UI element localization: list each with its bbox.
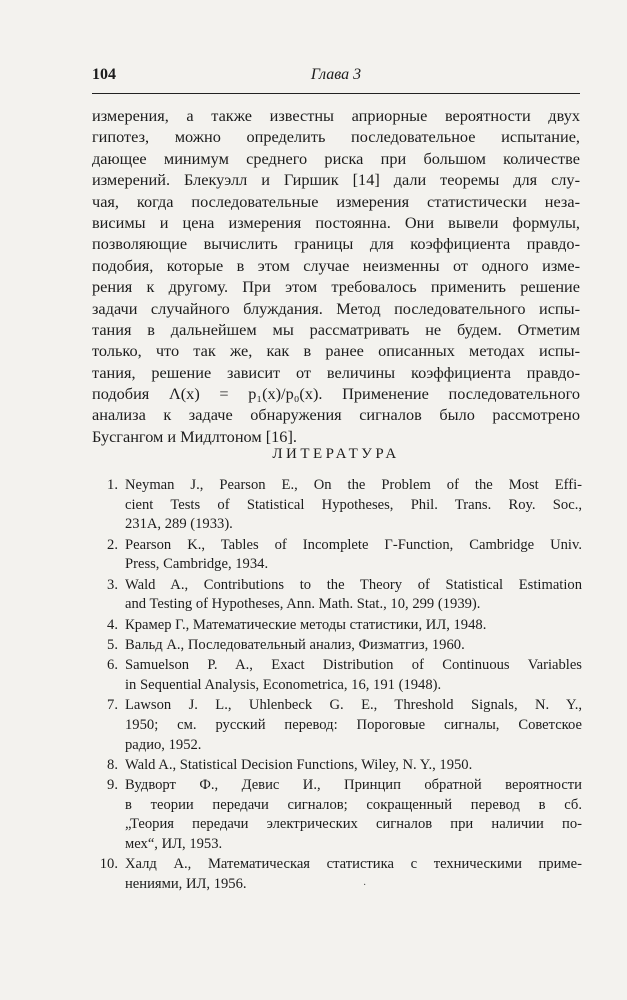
body-line: задачи случайного блуждания. Метод последовательного испы- — [92, 298, 580, 318]
reference-line: Press, Cambridge, 1934. — [125, 556, 269, 573]
reference-item — [92, 636, 582, 656]
reference-line: Neyman J., Pearson E., On the Problem of the Most Effi- — [125, 477, 582, 493]
running-title: Глава 3 — [310, 66, 362, 83]
reference-line: „Теория передачи электрических сигналов при наличии по- — [125, 816, 582, 833]
reference-line: Вудворт Ф., Девис И., Принцип обратной вероятности — [125, 777, 582, 794]
body-line: подобия Λ(x) = p₁(x)/p₀(x). Применение последовательного — [92, 384, 580, 404]
body-line: подобия, которые в этом случае неизменны от одного изме- — [92, 255, 580, 275]
reference-line: 1950; см. русский перевод: Пороговые сигналы, Советское — [125, 716, 582, 733]
body-line: чая, когда последовательные измерения статистически неза- — [92, 191, 580, 211]
reference-item — [92, 855, 582, 894]
reference-line: Lawson J. L., Uhlenbeck G. E., Threshold Signals, N. Y., — [125, 697, 582, 714]
reference-line: мех“, ИЛ, 1953. — [125, 836, 223, 853]
reference-number: 3. — [107, 576, 118, 593]
body-line: анализа к задаче обнаружения сигналов было рассмотрено — [92, 405, 580, 425]
reference-line: Халд А., Математическая статистика с техническими приме- — [125, 856, 582, 873]
reference-list — [92, 476, 582, 895]
reference-line: cient Tests of Statistical Hypotheses, Phil. Trans. Roy. Soc., — [125, 496, 582, 513]
body-paragraph — [92, 105, 580, 447]
header-rule — [92, 93, 580, 94]
reference-line: Wald A., Contributions to the Theory of Statistical Estimation — [125, 576, 582, 593]
print-speck: · — [363, 880, 367, 891]
reference-line: в теории передачи сигналов; сокращенный перевод в сб. — [125, 796, 582, 813]
reference-item — [92, 616, 582, 636]
reference-number: 2. — [107, 536, 118, 553]
reference-line: Вальд А., Последовательный анализ, Физматгиз, 1960. — [125, 636, 465, 653]
body-line: висимы и цена измерения постоянна. Они вывели формулы, — [92, 212, 580, 232]
reference-item — [92, 696, 582, 755]
reference-line: нениями, ИЛ, 1956. — [125, 876, 247, 893]
body-line: тания в дальнейшем мы рассматривать не будем. Отметим — [92, 319, 580, 339]
reference-item — [92, 536, 582, 575]
reference-line: Крамер Г., Математические методы статистики, ИЛ, 1948. — [125, 616, 487, 633]
body-line: дающее минимум среднего риска при большом количестве — [92, 148, 580, 168]
reference-line: Wald A., Statistical Decision Functions, Wiley, N. Y., 1950. — [125, 756, 473, 773]
reference-item — [92, 476, 582, 535]
body-line: позволяющие вычислить границы для коэффициента правдо- — [92, 234, 580, 254]
body-line: гипотез, можно определить последовательное испытание, — [92, 127, 580, 147]
reference-number: 8. — [107, 756, 118, 773]
reference-number: 9. — [107, 777, 118, 794]
page-header — [92, 66, 580, 88]
reference-item — [92, 756, 582, 776]
page-number: 104 — [92, 66, 116, 83]
reference-line: in Sequential Analysis, Econometrica, 16, 191 (1948). — [125, 676, 442, 693]
reference-number: 7. — [107, 697, 118, 714]
reference-number: 10. — [99, 856, 118, 873]
reference-line: Samuelson P. A., Exact Distribution of Continuous Variables — [125, 657, 582, 674]
body-line: измерения, а также известны априорные вероятности двух — [92, 106, 580, 125]
reference-item — [92, 656, 582, 695]
reference-number: 1. — [107, 477, 118, 493]
body-line: измерений. Блекуэлл и Гиршик [14] дали теоремы для слу- — [92, 170, 580, 190]
reference-line: 231A, 289 (1933). — [125, 516, 233, 533]
section-title: ЛИТЕРАТУРА — [272, 446, 400, 462]
reference-item — [92, 576, 582, 615]
body-line: тания, решение зависит от величины коэффициента правдо- — [92, 362, 580, 382]
reference-item — [92, 776, 582, 855]
reference-number: 5. — [107, 636, 118, 653]
reference-number: 4. — [107, 616, 118, 633]
body-line: рения к другому. При этом требовалось применить решение — [92, 277, 580, 297]
body-line: Бусгангом и Мидлтоном [16]. — [92, 426, 297, 446]
reference-number: 6. — [107, 657, 118, 674]
reference-line: радио, 1952. — [125, 736, 202, 753]
body-line: только, что так же, как в ранее описанных методах испы- — [92, 341, 580, 361]
reference-line: Pearson K., Tables of Incomplete Γ-Function, Cambridge Univ. — [125, 536, 582, 553]
reference-line: and Testing of Hypotheses, Ann. Math. Stat., 10, 299 (1939). — [125, 596, 481, 613]
